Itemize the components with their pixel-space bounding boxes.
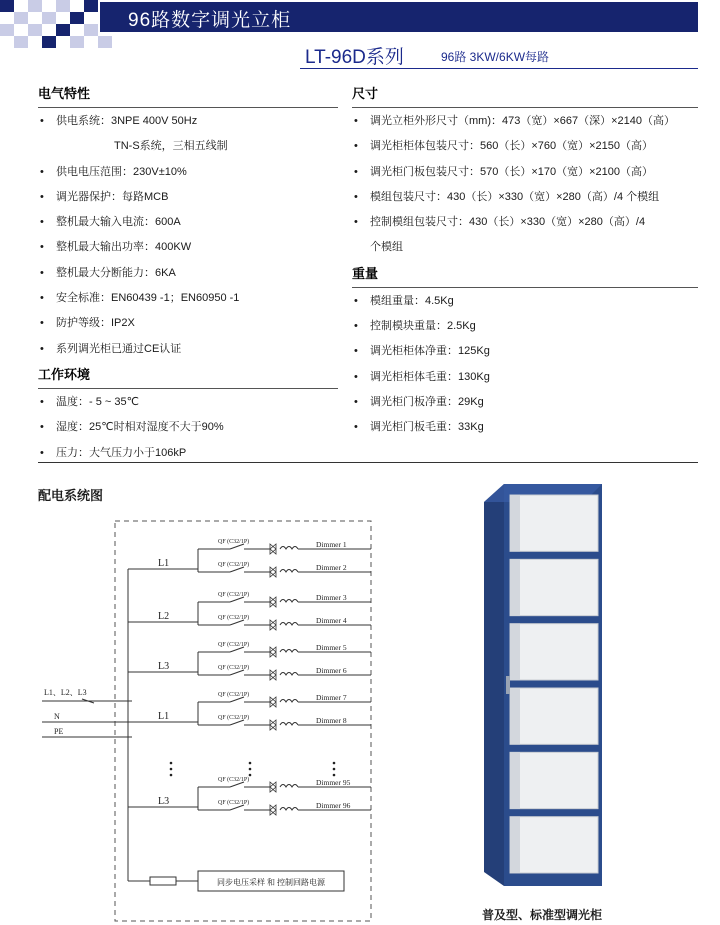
section-title: 重量 — [352, 265, 379, 281]
checker-cell — [84, 24, 98, 36]
spec-item: • 供电系统：3NPE 400V 50Hz — [38, 112, 338, 137]
spec-item: • 模组重量：4.5Kg — [352, 292, 698, 317]
choke-coil-symbol — [280, 600, 298, 603]
cabinet-module-panel — [510, 495, 598, 551]
phase-label: L3 — [158, 796, 170, 807]
series-underline — [300, 68, 698, 69]
spec-item: • 防护等级：IP2X — [38, 314, 338, 339]
breaker-label: QF (C32/1P) — [218, 642, 250, 648]
phase-label: L1 — [158, 711, 170, 722]
choke-coil-symbol — [280, 547, 298, 550]
breaker-label: QF (C32/1P) — [218, 665, 250, 671]
choke-coil-symbol — [280, 785, 298, 788]
spec-column-right — [352, 84, 698, 444]
cabinet-module-panel — [510, 624, 598, 680]
ellipsis-dot — [249, 768, 252, 771]
breaker-label: QF (C32/1P) — [218, 715, 250, 721]
checker-cell — [56, 0, 70, 12]
dimmer-output-label: Dimmer 8 — [316, 716, 347, 725]
ellipsis-dot — [249, 762, 252, 765]
dimmer-output-label: Dimmer 5 — [316, 643, 347, 652]
spec-item: • 湿度：25℃时相对湿度不大于90% — [38, 418, 338, 443]
checker-cell — [0, 24, 14, 36]
spec-item: • 调光柜柜体包装尺寸：560（长）×760（宽）×2150（高） — [352, 137, 698, 162]
spec-item: • 压力：大气压力小于106kP — [38, 444, 338, 469]
checker-cell — [84, 0, 98, 12]
breaker-label: QF (C32/1P) — [218, 692, 250, 698]
ellipsis-dot — [333, 774, 336, 777]
spec-item: • 控制模组包装尺寸：430（长）×330（宽）×280（高）/4 — [352, 213, 698, 238]
spec-item: • 调光立柜外形尺寸（mm)：473（宽）×667（深）×2140（高） — [352, 112, 698, 137]
checker-cell — [98, 36, 112, 48]
section-weight — [352, 264, 698, 444]
checker-cell — [56, 24, 70, 36]
section-rule — [352, 107, 698, 108]
dimmer-output-label: Dimmer 2 — [316, 563, 347, 572]
spec-item: TN-S系统，三相五线制 — [114, 140, 228, 153]
series-title: LT-96D系列 — [305, 47, 404, 68]
section-title: 尺寸 — [352, 86, 379, 101]
input-phase-label: L1、L2、L3 — [44, 688, 87, 697]
spec-item: • 调光柜门板毛重：33Kg — [352, 418, 698, 443]
cabinet-door-handle — [506, 676, 510, 694]
cabinet-module-panel — [510, 817, 598, 873]
breaker-label: QF (C32/1P) — [218, 615, 250, 621]
checker-cell — [42, 36, 56, 48]
phase-label: L2 — [158, 611, 170, 622]
spec-item: • 调光器保护：每路MCB — [38, 188, 338, 213]
spec-item: • 系列调光柜已通过CE认证 — [38, 340, 338, 365]
thyristor-symbol — [270, 647, 276, 657]
checker-cell — [14, 36, 28, 48]
thyristor-symbol — [270, 697, 276, 707]
spec-item: • 供电电压范围：230V±10% — [38, 163, 338, 188]
choke-coil-symbol — [280, 570, 298, 573]
checker-cell — [28, 0, 42, 12]
checker-cell — [14, 12, 28, 24]
cabinet-module-shade — [510, 559, 520, 615]
phase-label: L1 — [158, 558, 170, 569]
section-environment — [38, 365, 338, 469]
spec-item: • 模组包装尺寸：430（长）×330（宽）×280（高）/4 个模组 — [352, 188, 698, 213]
dimmer-output-label: Dimmer 7 — [316, 693, 347, 702]
header-checker-decoration — [0, 0, 112, 50]
spec-item: • 控制模块重量：2.5Kg — [352, 317, 698, 342]
spec-item: • 调光柜柜体毛重：130Kg — [352, 368, 698, 393]
spec-column-left — [38, 84, 338, 469]
cabinet-module-panel — [510, 559, 598, 615]
spec-item: • 调光柜门板净重：29Kg — [352, 393, 698, 418]
cabinet-module-shade — [510, 817, 520, 873]
ellipsis-dot — [170, 762, 173, 765]
cabinet-module-shade — [510, 752, 520, 808]
thyristor-symbol — [270, 620, 276, 630]
checker-cell — [0, 0, 14, 12]
checker-cell — [70, 12, 84, 24]
spec-item: 个模组 — [370, 241, 403, 254]
divider — [38, 462, 698, 463]
thyristor-symbol — [270, 782, 276, 792]
checker-cell — [70, 36, 84, 48]
spec-item: • 整机最大输入电流：600A — [38, 213, 338, 238]
thyristor-symbol — [270, 720, 276, 730]
cabinet-module-panel — [510, 688, 598, 744]
thyristor-symbol — [270, 567, 276, 577]
section-rule — [38, 388, 338, 389]
breaker-label: QF (C32/1P) — [218, 777, 250, 783]
ellipsis-dot — [249, 774, 252, 777]
choke-coil-symbol — [280, 623, 298, 626]
dimmer-output-label: Dimmer 1 — [316, 540, 347, 549]
phase-label: L3 — [158, 661, 170, 672]
cabinet-module-panel — [510, 752, 598, 808]
thyristor-symbol — [270, 670, 276, 680]
dimmer-cabinet-illustration — [480, 480, 610, 890]
control-supply-label: 同步电压采样 和 控制回路电源 — [217, 878, 325, 887]
ellipsis-dot — [170, 768, 173, 771]
series-subtitle: 96路 3KW/6KW每路 — [441, 50, 550, 64]
dimmer-output-label: Dimmer 6 — [316, 666, 347, 675]
breaker-label: QF (C32/1P) — [218, 800, 250, 806]
cabinet-side-panel — [484, 484, 504, 886]
cabinet-caption: 普及型、标准型调光柜 — [482, 908, 603, 922]
checker-cell — [42, 12, 56, 24]
ellipsis-dot — [333, 768, 336, 771]
page-title: 96路数字调光立柜 — [128, 10, 292, 31]
spec-item: • 温度：- 5 ~ 35℃ — [38, 393, 338, 418]
section-electrical — [38, 84, 338, 365]
thyristor-symbol — [270, 597, 276, 607]
section-title: 电气特性 — [38, 86, 91, 101]
dimmer-output-label: Dimmer 3 — [316, 593, 347, 602]
dimmer-output-label: Dimmer 96 — [316, 801, 351, 810]
choke-coil-symbol — [280, 650, 298, 653]
choke-coil-symbol — [280, 808, 298, 811]
breaker-label: QF (C32/1P) — [218, 562, 250, 568]
choke-coil-symbol — [280, 700, 298, 703]
spec-item: • 调光柜门板包装尺寸：570（长）×170（宽）×2100（高） — [352, 163, 698, 188]
spec-item: • 调光柜柜体净重：125Kg — [352, 342, 698, 367]
choke-coil-symbol — [280, 673, 298, 676]
spec-list — [352, 292, 698, 444]
section-title: 工作环境 — [38, 366, 91, 382]
spec-list — [38, 393, 338, 469]
section-rule — [352, 287, 698, 288]
breaker-label: QF (C32/1P) — [218, 539, 250, 545]
dimmer-output-label: Dimmer 4 — [316, 616, 347, 625]
section-rule — [38, 107, 338, 108]
spec-list — [38, 112, 338, 365]
cabinet-module-shade — [510, 624, 520, 680]
choke-coil-symbol — [280, 723, 298, 726]
power-distribution-diagram — [38, 505, 378, 925]
dimmer-output-label: Dimmer 95 — [316, 778, 351, 787]
ellipsis-dot — [333, 762, 336, 765]
cabinet-module-shade — [510, 688, 520, 744]
spec-item: • 整机最大分断能力：6KA — [38, 264, 338, 289]
spec-item: • 安全标准：EN60439 -1；EN60950 -1 — [38, 289, 338, 314]
section-dimensions — [352, 84, 698, 264]
neutral-label: N — [54, 712, 60, 721]
spec-list — [352, 112, 698, 264]
ellipsis-dot — [170, 774, 173, 777]
checker-cell — [28, 24, 42, 36]
fuse-symbol — [150, 877, 176, 885]
breaker-label: QF (C32/1P) — [218, 592, 250, 598]
spec-item: • 整机最大输出功率：400KW — [38, 238, 338, 263]
thyristor-symbol — [270, 544, 276, 554]
thyristor-symbol — [270, 805, 276, 815]
diagram-title: 配电系统图 — [38, 488, 104, 503]
cabinet-module-shade — [510, 495, 520, 551]
protective-earth-label: PE — [54, 727, 64, 736]
